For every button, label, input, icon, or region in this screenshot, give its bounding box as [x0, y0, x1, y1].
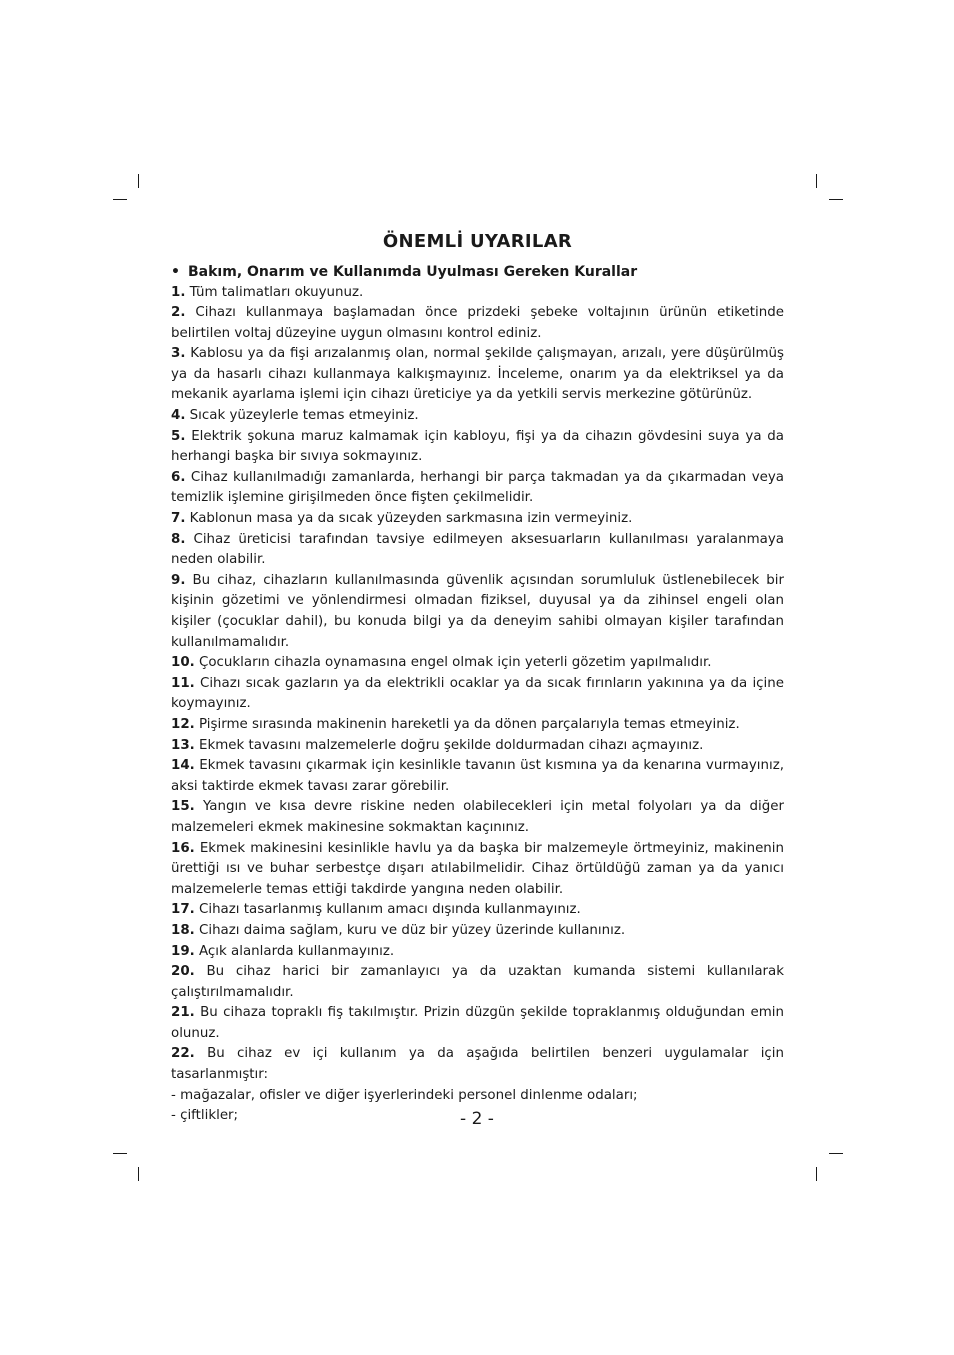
instruction-text: Sıcak yüzeylerle temas etmeyiniz. [189, 408, 419, 424]
instruction-text: Kablosu ya da fişi arızalanmış olan, normal şekilde çalışmayan, arızalı, yere düşürülmüş ya da hasarlı cihazı kullanmaya kalkışmayınız. İnceleme, onarım ya da elektriksel ya da mekanik ayarlama işlemi için cihazı üreticiye ya da yetkili servis merkezine götürünüz. [171, 346, 784, 403]
usage-list-item: - çiftlikler; [171, 1108, 239, 1124]
instruction-text: Cihazı daima sağlam, kuru ve düz bir yüzey üzerinde kullanınız. [199, 922, 626, 938]
instruction-number: 18. [171, 922, 195, 938]
instruction-list [171, 283, 784, 1086]
instruction-item [171, 756, 784, 797]
crop-mark-top-left-horizontal [113, 199, 127, 200]
instruction-number: 13. [171, 737, 195, 753]
instruction-text: Cihaz üreticisi tarafından tavsiye edilmeyen aksesuarların kullanılması yaralanmaya neden olabilir. [171, 531, 784, 568]
instruction-item [171, 715, 784, 736]
crop-mark-bottom-right-horizontal [829, 1153, 843, 1154]
instruction-text: Elektrik şokuna maruz kalmamak için kabloyu, fişi ya da cihazın gövdesini suya ya da herhangi başka bir sıvıya sokmayınız. [171, 428, 784, 465]
page-number: - 2 - [460, 1109, 494, 1129]
instruction-item [171, 530, 784, 571]
instruction-number: 21. [171, 1005, 195, 1021]
instruction-text: Yangın ve kısa devre riskine neden olabilecekleri için metal folyoları ya da diğer malzemeleri ekmek makinesine sokmaktan kaçınınız. [171, 799, 784, 835]
instruction-item [171, 674, 784, 715]
instruction-number: 2. [171, 305, 186, 321]
instruction-text: Çocukların cihazla oynamasına engel olmak için yeterli gözetim yapılmalıdır. [199, 655, 712, 671]
instruction-number: 17. [171, 902, 195, 918]
crop-mark-top-right-horizontal [829, 199, 843, 200]
instruction-number: 14. [171, 758, 195, 774]
instruction-text: Kablonun masa ya da sıcak yüzeyden sarkmasına izin vermeyiniz. [189, 511, 633, 527]
instruction-number: 12. [171, 716, 195, 732]
crop-mark-bottom-left-horizontal [113, 1153, 127, 1154]
instruction-number: 20. [171, 964, 195, 980]
usage-list-item: - mağazalar, ofisler ve diğer işyerlerindeki personel dinlenme odaları; [171, 1087, 638, 1103]
section-heading [171, 262, 784, 283]
instruction-number: 3. [171, 346, 186, 362]
instruction-item [171, 509, 784, 530]
section-heading-text: Bakım, Onarım ve Kullanımda Uyulması Gereken Kurallar [188, 264, 638, 280]
instruction-item [171, 406, 784, 427]
instruction-item [171, 839, 784, 901]
instruction-item [171, 942, 784, 963]
instruction-item [171, 427, 784, 468]
instruction-text: Bu cihaz ev içi kullanım ya da aşağıda belirtilen benzeri uygulamalar için tasarlanmıştır: [171, 1046, 784, 1083]
instruction-number: 16. [171, 840, 195, 856]
instruction-item [171, 921, 784, 942]
instruction-item [171, 1003, 784, 1044]
instruction-number: 10. [171, 655, 195, 671]
instruction-number: 19. [171, 943, 195, 959]
instruction-text: Cihazı tasarlanmış kullanım amacı dışında kullanmayınız. [199, 902, 581, 918]
crop-mark-top-right-vertical [816, 174, 817, 188]
instruction-item [171, 797, 784, 838]
instruction-number: 8. [171, 531, 186, 547]
crop-mark-bottom-left-vertical [138, 1167, 139, 1181]
instruction-number: 22. [171, 1046, 195, 1062]
instruction-number: 6. [171, 469, 186, 485]
instruction-text: Cihazı sıcak gazların ya da elektrikli ocaklar ya da sıcak fırınların yakınına ya da içine koymayınız. [171, 675, 784, 712]
instruction-item [171, 283, 784, 304]
instruction-item [171, 344, 784, 406]
instruction-text: Tüm talimatları okuyunuz. [189, 284, 364, 300]
instruction-item [171, 571, 784, 653]
crop-mark-top-left-vertical [138, 174, 139, 188]
instruction-item [171, 303, 784, 344]
instruction-text: Cihazı kullanmaya başlamadan önce prizdeki şebeke voltajının ürünün etiketinde belirtilen voltaj düzeyine uygun olmasını kontrol ediniz. [171, 305, 784, 341]
instruction-item [171, 736, 784, 757]
instruction-text: Ekmek tavasını çıkarmak için kesinlikle tavanın üst kısmına ya da kenarına vurmayınız, aksi taktirde ekmek tavası zarar görebilir. [171, 758, 784, 794]
instruction-text: Bu cihaza topraklı fiş takılmıştır. Prizin düzgün şekilde topraklanmış olduğundan emin olunuz. [171, 1005, 784, 1041]
instruction-text: Pişirme sırasında makinenin hareketli ya da dönen parçalarıyla temas etmeyiniz. [199, 716, 740, 732]
instruction-number: 15. [171, 799, 195, 815]
instruction-item [171, 900, 784, 921]
instruction-text: Bu cihaz, cihazların kullanılmasında güvenlik açısından sorumluluk üstlenebilecek bir kişinin gözetimi ve yönlendirmesi olmadan fiziksel, duyusal ya da zihinsel engeli olan kişiler (çocuklar dahil), bu konuda bilgi ya da deneyim sahibi olmayan kişiler tarafından kullanılmamalıdır. [171, 572, 784, 650]
instruction-text: Bu cihaz harici bir zamanlayıcı ya da uzaktan kumanda sistemi kullanılarak çalıştırılmamalıdır. [171, 964, 784, 1000]
instruction-number: 5. [171, 428, 186, 444]
instruction-number: 9. [171, 572, 186, 588]
document-body [171, 230, 784, 1127]
instruction-item [171, 653, 784, 674]
bullet-icon: • [171, 264, 180, 280]
crop-mark-bottom-right-vertical [816, 1167, 817, 1181]
instruction-text: Cihaz kullanılmadığı zamanlarda, herhangi bir parça takmadan ya da çıkarmadan veya temizlik işlemine girişilmeden önce fişten çekilmelidir. [171, 469, 784, 506]
instruction-number: 1. [171, 284, 186, 300]
page-title: ÖNEMLİ UYARILAR [382, 231, 573, 252]
instruction-number: 11. [171, 675, 195, 691]
instruction-text: Açık alanlarda kullanmayınız. [199, 943, 395, 959]
instruction-number: 7. [171, 511, 186, 527]
instruction-item [171, 962, 784, 1003]
instruction-text: Ekmek tavasını malzemelerle doğru şekilde doldurmadan cihazı açmayınız. [199, 737, 704, 753]
instruction-number: 4. [171, 408, 186, 424]
instruction-item [171, 1044, 784, 1085]
instruction-item [171, 468, 784, 509]
instruction-text: Ekmek makinesini kesinlikle havlu ya da başka bir malzemeyle örtmeyiniz, makinenin ürettiği ısı ve buhar serbestçe dışarı atılabilmelidir. Cihaz örtüldüğü zaman ya da yanıcı malzemelerle temas ettiği takdirde yangına neden olabilir. [171, 840, 784, 897]
